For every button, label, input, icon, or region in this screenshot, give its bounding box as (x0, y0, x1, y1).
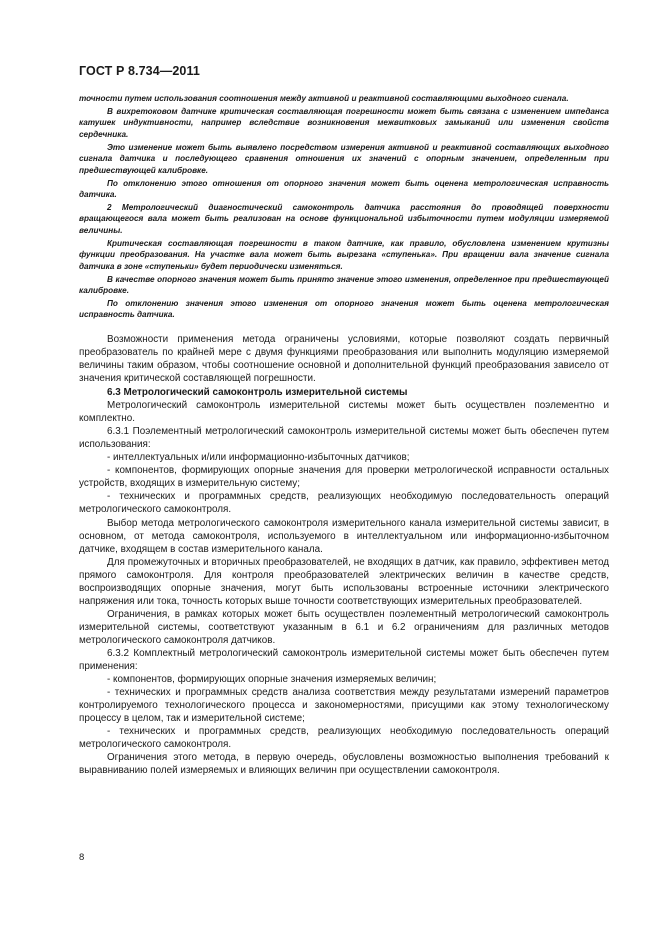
note-paragraph: точности путем использования соотношения между активной и реактивной составляющими выходного сигнала. (79, 94, 569, 103)
example-note-block (79, 93, 609, 321)
paragraph: Выбор метода метрологического самоконтроля измерительного канала измерительной системы зависит, в основном, от метода самоконтроля, используемого в интеллектуальном или информационно-избыточном датчике, входящем в состав измерительного канала. (79, 517, 609, 555)
list-item: - технических и программных средств, реализующих необходимую последовательность операций метрологического самоконтроля. (79, 726, 609, 751)
note-paragraph: По отклонению этого отношения от опорного значения может быть оценена метрологическая исправность датчика. (79, 178, 609, 200)
paragraph: Метрологический самоконтроль измерительной системы может быть осуществлен поэлементно и комплектно. (79, 400, 609, 425)
note-paragraph: По отклонению значения этого изменения от опорного значения может быть оценена метрологическая исправность датчика. (79, 299, 609, 320)
paragraph: 6.3.2 Комплектный метрологический самоконтроль измерительной системы может быть обеспечен путем применения: (79, 648, 609, 673)
note-paragraph: 2 Метрологический диагностический самоконтроль датчика расстояния до проводящей поверхности вращающегося вала может быть реализован на основе функциональной избыточности путем модуляции измеряемой величины. (79, 203, 609, 235)
paragraph: Для промежуточных и вторичных преобразователей, не входящих в датчик, как правило, эффективен метод прямого самоконтроля. Для контроля преобразователей электрических величин в качестве средств, воспроизводящих опорные значения, могут быть использованы встроенные источники электрического напряжения или тока, точность которых выше точности соответствующих измерительных преобразователей. (79, 556, 609, 607)
section-heading: 6.3 Метрологический самоконтроль измерительной системы (107, 387, 408, 399)
list-item: - технических и программных средств анализа соответствия между результатами измерений параметров контролируемого технологического процесса и закономерностями, присущими как этому технологическому процессу в целом, так и измерительной системе; (79, 687, 609, 725)
page-number: 8 (79, 852, 85, 863)
note-paragraph: В вихретоковом датчике критическая составляющая погрешности может быть связана с изменением импеданса катушек индуктивности, например вследствие возникновения межвитковых замыканий или изменения свойств сердечника. (79, 107, 609, 139)
paragraph: 6.3.1 Поэлементный метрологический самоконтроль измерительной системы может быть обеспечен путем использования: (79, 426, 609, 451)
paragraph: Ограничения, в рамках которых может быть осуществлен поэлементный метрологический самоконтроль измерительной системы, соответствуют указанным в 6.1 и 6.2 ограничениям для различных методов метрологического самоконтроля датчиков. (79, 608, 609, 646)
list-item: - технических и программных средств, реализующих необходимую последовательность операций метрологического самоконтроля. (79, 491, 609, 516)
document-header: ГОСТ Р 8.734—2011 (79, 64, 200, 78)
note-paragraph: В качестве опорного значения может быть принято значение этого изменения, определенное при предшествующей калибровке. (79, 274, 609, 296)
list-item: - интеллектуальных и/или информационно-избыточных датчиков; (107, 452, 410, 464)
list-item: - компонентов, формирующих опорные значения для проверки метрологической исправности остальных устройств, входящих в измерительную систему; (79, 465, 609, 490)
list-item: - компонентов, формирующих опорные значения измеряемых величин; (107, 674, 437, 686)
page-content (79, 93, 609, 777)
body-text (79, 333, 609, 778)
paragraph: Возможности применения метода ограничены условиями, которые позволяют создать первичный преобразователь по крайней мере с двумя функциями преобразования или выполнить модуляцию измеряемой величины таким образом, чтобы соотношение основной и дополнительной функций преобразования зависело от значения критической составляющей погрешности. (79, 333, 609, 385)
note-paragraph: Это изменение может быть выявлено посредством измерения активной и реактивной составляющих выходного сигнала датчика и последующего сравнения отношения их значений с опорным значением, определенным при предшествующей калибровке. (79, 142, 609, 175)
paragraph: Ограничения этого метода, в первую очередь, обусловлены возможностью выполнения требований к выравниванию полей измеряемых и влияющих величин при осуществлении самоконтроля. (79, 752, 609, 777)
note-paragraph: Критическая составляющая погрешности в таком датчике, как правило, обусловлена изменением крутизны функции преобразования. На участке вала может быть вырезана «ступенька». При вращении вала значение сигнала датчика в зоне «ступеньки» будет периодически изменяться. (79, 238, 609, 271)
